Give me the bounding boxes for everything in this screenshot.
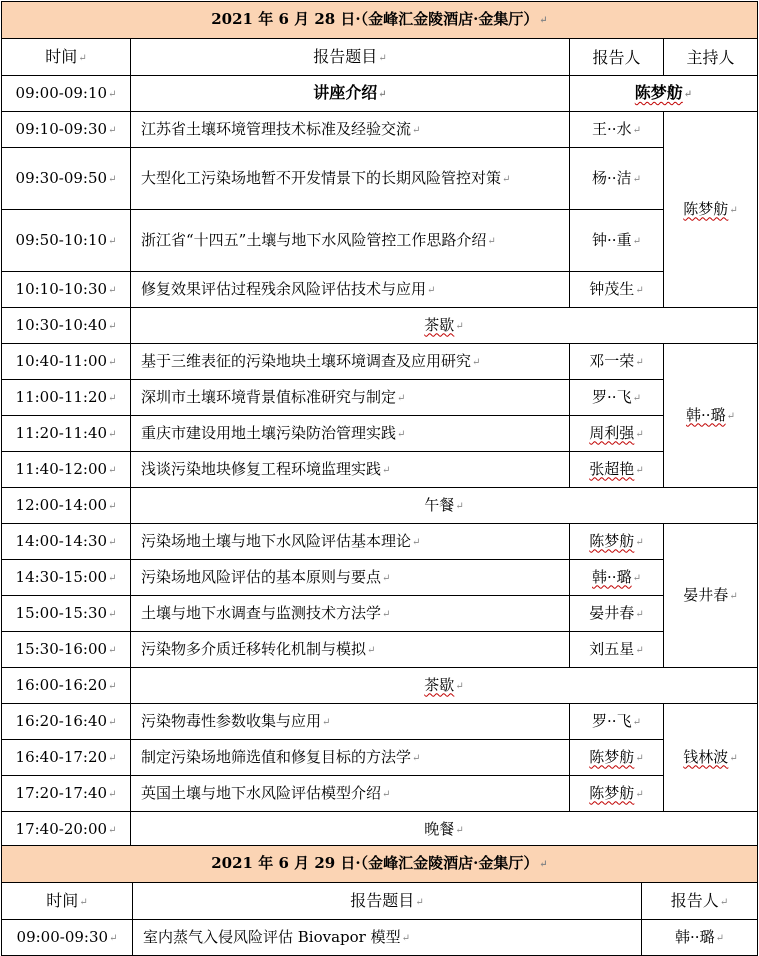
col-topic-header: 报告题目 ↵ <box>131 39 570 76</box>
break-row <box>2 308 758 344</box>
table-row <box>2 632 758 668</box>
speaker-cell: 邓一荣 ↵ <box>570 344 664 380</box>
table-row <box>2 344 758 380</box>
day2-header-row <box>2 846 758 883</box>
table-row <box>2 148 758 210</box>
speaker-cell: 刘五星 ↵ <box>570 632 664 668</box>
host-cell <box>664 112 758 308</box>
break-label-cell <box>131 308 758 344</box>
topic-cell: 污染场地风险评估的基本原则与要点 ↵ <box>131 560 570 596</box>
speaker-cell: 王··水 ↵ <box>570 112 664 148</box>
speaker-cell: 杨··洁 ↵ <box>570 148 664 210</box>
table-row <box>2 452 758 488</box>
day2-schedule-table <box>1 845 758 956</box>
table-row <box>2 524 758 560</box>
topic-cell: 室内蒸气入侵风险评估 Biovapor 模型 ↵ <box>133 920 642 956</box>
topic-cell: 大型化工污染场地暂不开发情景下的长期风险管控对策 ↵ <box>131 148 570 210</box>
speaker-cell: 钟茂生 ↵ <box>570 272 664 308</box>
table-row <box>2 776 758 812</box>
topic-cell: 英国土壤与地下水风险评估模型介绍 ↵ <box>131 776 570 812</box>
col-speaker-header: 报告人 <box>570 39 664 76</box>
time-cell: 09:00-09:10 ↵ <box>2 76 131 112</box>
time-cell: 10:40-11:00 ↵ <box>2 344 131 380</box>
intro-row <box>2 76 758 112</box>
col-time-header: 时间 ↵ <box>2 883 133 920</box>
topic-cell: 重庆市建设用地土壤污染防治管理实践 ↵ <box>131 416 570 452</box>
speaker-cell <box>570 560 664 596</box>
time-cell: 16:40-17:20 ↵ <box>2 740 131 776</box>
time-cell: 10:10-10:30 ↵ <box>2 272 131 308</box>
topic-cell: 修复效果评估过程残余风险评估技术与应用 ↵ <box>131 272 570 308</box>
speaker-cell: 韩··璐 ↵ <box>642 920 758 956</box>
table-row <box>2 272 758 308</box>
topic-cell: 制定污染场地筛选值和修复目标的方法学 ↵ <box>131 740 570 776</box>
speaker-name: 周利强 <box>589 423 635 442</box>
topic-cell: 污染物多介质迁移转化机制与模拟 ↵ <box>131 632 570 668</box>
col-speaker-header: 报告人 ↵ <box>642 883 758 920</box>
host-cell <box>664 344 758 488</box>
topic-cell: 深圳市土壤环境背景值标准研究与制定 ↵ <box>131 380 570 416</box>
host-name: 钱林波 <box>683 747 729 766</box>
host-cell <box>664 704 758 812</box>
col-host-header: 主持人 <box>664 39 758 76</box>
speaker-cell: 钟··重 ↵ <box>570 210 664 272</box>
time-cell: 15:00-15:30 ↵ <box>2 596 131 632</box>
day2-column-header-row <box>2 883 758 920</box>
intro-person: 陈梦舫 <box>634 83 683 102</box>
time-cell: 09:30-09:50 ↵ <box>2 148 131 210</box>
topic-cell: 浅谈污染地块修复工程环境监理实践 ↵ <box>131 452 570 488</box>
table-row <box>2 416 758 452</box>
table-row <box>2 704 758 740</box>
speaker-name: 张超艳 <box>589 459 635 478</box>
time-cell: 11:00-11:20 ↵ <box>2 380 131 416</box>
speaker-cell: 罗··飞 ↵ <box>570 704 664 740</box>
topic-cell: 江苏省土壤环境管理技术标准及经验交流 ↵ <box>131 112 570 148</box>
break-row <box>2 668 758 704</box>
time-cell: 17:40-20:00 ↵ <box>2 812 131 848</box>
table-row <box>2 112 758 148</box>
time-cell: 14:00-14:30 ↵ <box>2 524 131 560</box>
day1-header-row <box>2 2 758 39</box>
table-row <box>2 560 758 596</box>
time-cell: 11:40-12:00 ↵ <box>2 452 131 488</box>
time-cell: 15:30-16:00 ↵ <box>2 632 131 668</box>
time-cell: 10:30-10:40 ↵ <box>2 308 131 344</box>
time-cell: 16:20-16:40 ↵ <box>2 704 131 740</box>
speaker-cell <box>570 776 664 812</box>
day2-header: 2021 年 6 月 29 日·（金峰汇金陵酒店·金集厅） ↵ <box>2 846 758 883</box>
day1-header: 2021 年 6 月 28 日·（金峰汇金陵酒店·金集厅） ↵ <box>2 2 758 39</box>
host-cell: 晏井春 ↵ <box>664 524 758 668</box>
table-row <box>2 380 758 416</box>
speaker-name: 陈梦舫 <box>589 531 635 550</box>
topic-cell: 浙江省“十四五”土壤与地下水风险管控工作思路介绍 ↵ <box>131 210 570 272</box>
table-row <box>2 920 758 956</box>
host-name: 陈梦舫 <box>683 199 729 218</box>
table-row <box>2 596 758 632</box>
table-row <box>2 740 758 776</box>
topic-cell: 污染物毒性参数收集与应用 ↵ <box>131 704 570 740</box>
speaker-cell <box>570 416 664 452</box>
day1-column-header-row <box>2 39 758 76</box>
topic-cell: 土壤与地下水调查与监测技术方法学 ↵ <box>131 596 570 632</box>
time-cell: 17:20-17:40 ↵ <box>2 776 131 812</box>
host-name: 韩··璐 <box>686 405 726 424</box>
speaker-cell: 晏井春 ↵ <box>570 596 664 632</box>
speaker-cell <box>570 524 664 560</box>
topic-cell: 基于三维表征的污染地块土壤环境调查及应用研究 ↵ <box>131 344 570 380</box>
dinner-label: 晚餐 ↵ <box>131 812 758 848</box>
col-topic-header: 报告题目 ↵ <box>133 883 642 920</box>
topic-cell: 讲座介绍 ↵ <box>131 76 570 112</box>
time-cell: 09:50-10:10 ↵ <box>2 210 131 272</box>
break-label: 茶歇 <box>424 675 455 694</box>
lunch-row <box>2 488 758 524</box>
speaker-name: 韩··璐 <box>592 567 632 586</box>
speaker-name: 陈梦舫 <box>589 747 635 766</box>
time-cell: 12:00-14:00 ↵ <box>2 488 131 524</box>
speaker-cell: 罗··飞 ↵ <box>570 380 664 416</box>
time-cell: 14:30-15:00 ↵ <box>2 560 131 596</box>
break-label: 茶歇 <box>424 315 455 334</box>
time-cell: 09:10-09:30 ↵ <box>2 112 131 148</box>
time-cell: 09:00-09:30 ↵ <box>2 920 133 956</box>
dinner-row <box>2 812 758 848</box>
topic-cell: 污染场地土壤与地下水风险评估基本理论 ↵ <box>131 524 570 560</box>
speaker-cell <box>570 740 664 776</box>
speaker-cell <box>570 452 664 488</box>
time-cell: 16:00-16:20 ↵ <box>2 668 131 704</box>
table-row <box>2 210 758 272</box>
intro-person-cell <box>570 76 758 112</box>
lunch-label: 午餐 ↵ <box>131 488 758 524</box>
day1-schedule-table <box>1 1 758 848</box>
break-label-cell <box>131 668 758 704</box>
time-cell: 11:20-11:40 ↵ <box>2 416 131 452</box>
speaker-name: 陈梦舫 <box>589 783 635 802</box>
col-time-header: 时间 ↵ <box>2 39 131 76</box>
